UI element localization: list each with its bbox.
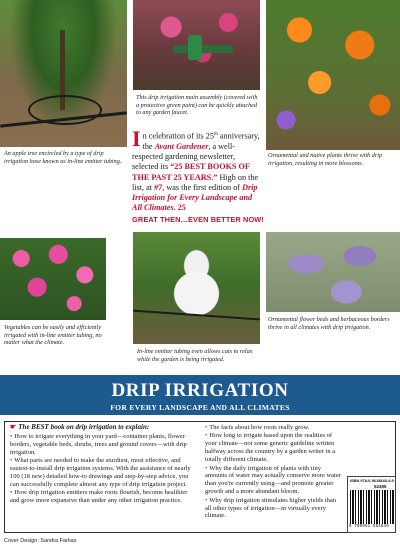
bullet-icon: • [10, 457, 13, 465]
pointing-hand-icon: ☛ [10, 423, 17, 431]
cat-photo [133, 232, 260, 344]
cover-design-credit: Cover Design: Sandra Farkas [4, 538, 77, 544]
book-subtitle: FOR EVERY LANDSCAPE AND ALL CLIMATES [110, 403, 290, 412]
orange-flowers-caption: Ornamental and native plants thrive with drip irrigation, resulting in more blossoms. [268, 152, 383, 167]
cat-caption: In-line emitter tubing even allows cats to relax while the garden is being irrigated. [137, 348, 253, 363]
list-item [205, 497, 342, 521]
description-right-column [205, 424, 342, 521]
price-code: 52495 [374, 484, 387, 489]
list-item [205, 465, 342, 497]
bullet-icon: • [205, 496, 208, 504]
newsletter-name: Avant Gardener [154, 141, 209, 151]
rank: #7 [154, 182, 163, 192]
borders-caption: Ornamental flower beds and herbaceous borders thrive in all climates with drip irrigation. [268, 316, 390, 331]
vegetables-photo [0, 238, 106, 320]
celebration-part: . [173, 203, 176, 213]
bullet-icon: • [205, 432, 208, 440]
list-item [10, 457, 196, 489]
list-item [205, 424, 342, 432]
celebration-text [132, 126, 262, 213]
anniversary-logo: 25 [177, 203, 186, 213]
celebration-part: , was the first edition of [162, 182, 243, 192]
faucet-photo [133, 0, 260, 90]
bullet-icon: • [10, 432, 13, 440]
ordinal-suffix: th [213, 132, 218, 137]
list-item-text: How drip irrigation emitters make roots flourish, become healthier and grow more expansive than under any other irrigation practice. [10, 489, 188, 505]
vegetables-caption: Vegetables can be easily and efficiently irrigated with in-line emitter tubing, no matter what the climate. [4, 324, 102, 347]
list-item-text: What parts are needed to make the sturdiest, most effective, and easiest-to-install drip irrigation systems. With the assistance of nearly 100 (18 new) detailed how-to drawings and step-by-step advice, you can successfully complete almost any type of drip irrigation project. [10, 457, 191, 488]
barcode-bars [350, 490, 394, 524]
bullet-icon: • [205, 424, 208, 431]
celebration-part: anniversary, the [142, 131, 260, 151]
celebration-part: High on the list, at [132, 172, 259, 192]
book-title-main: DRIP IRRIGATION [111, 380, 289, 401]
bullet-icon: • [205, 464, 208, 472]
list-item-text: The facts about how roots really grow. [209, 424, 310, 431]
assembly-valve [188, 35, 202, 60]
list-item-text: Why the daily irrigation of plants with tiny amounts of water may actually conserve more water than you're currently using—and promote greater growth and a more abundant bloom. [205, 464, 341, 496]
tagline: GREAT THEN…EVEN BETTER NOW! [132, 215, 264, 224]
apple-tree-photo [0, 0, 127, 147]
orange-flowers-photo [266, 0, 400, 150]
emitter-tubing [133, 310, 260, 321]
faucet-caption: This drip irrigation main assembly (covered with a protective green paint) can be quickly attached to any garden faucet. [136, 94, 258, 117]
barcode-digits: 9 780961 584849 [349, 525, 389, 529]
list-item [10, 489, 196, 505]
celebration-part: , a well-respected gardening newsletter, selected its [132, 141, 236, 172]
apple-tree-caption: An apple tree encircled by a type of drip irrigation hose known as in-line emitter tubing. [4, 150, 122, 165]
description-heading-text: The BEST book on drip irrigation to explain: [18, 423, 150, 431]
drop-cap: I [132, 126, 141, 151]
list-item [10, 433, 196, 457]
bullet-icon: • [10, 489, 13, 497]
list-item [205, 432, 342, 464]
book-title: Drip Irrigation for Every Landscape and All Climates [132, 182, 258, 213]
list-item-text: Why drip irrigation stimulates higher yields than all other types of irrigation—in virtually every climate. [205, 496, 337, 520]
description-heading [10, 424, 196, 432]
assembly-pipe [173, 45, 233, 53]
list-item-text: How to irrigate everything in your yard—container plants, flower borders, vegetable beds, shrubs, trees and ground covers—with drip irrigation. [10, 432, 187, 456]
borders-photo [266, 232, 400, 312]
description-left-column [10, 424, 196, 506]
list-item-text: How long to irrigate based upon the realities of your climate—not some generic guideline written halfway across the country by a garden writer in a totally different climate. [205, 432, 336, 464]
celebration-part: n celebration of its 25 [142, 131, 214, 141]
isbn-label: ISBN 978-0-9615848-4-9 [350, 478, 394, 483]
best-books-list: “25 BEST BOOKS OF THE PAST 25 YEARS.” [132, 162, 250, 182]
